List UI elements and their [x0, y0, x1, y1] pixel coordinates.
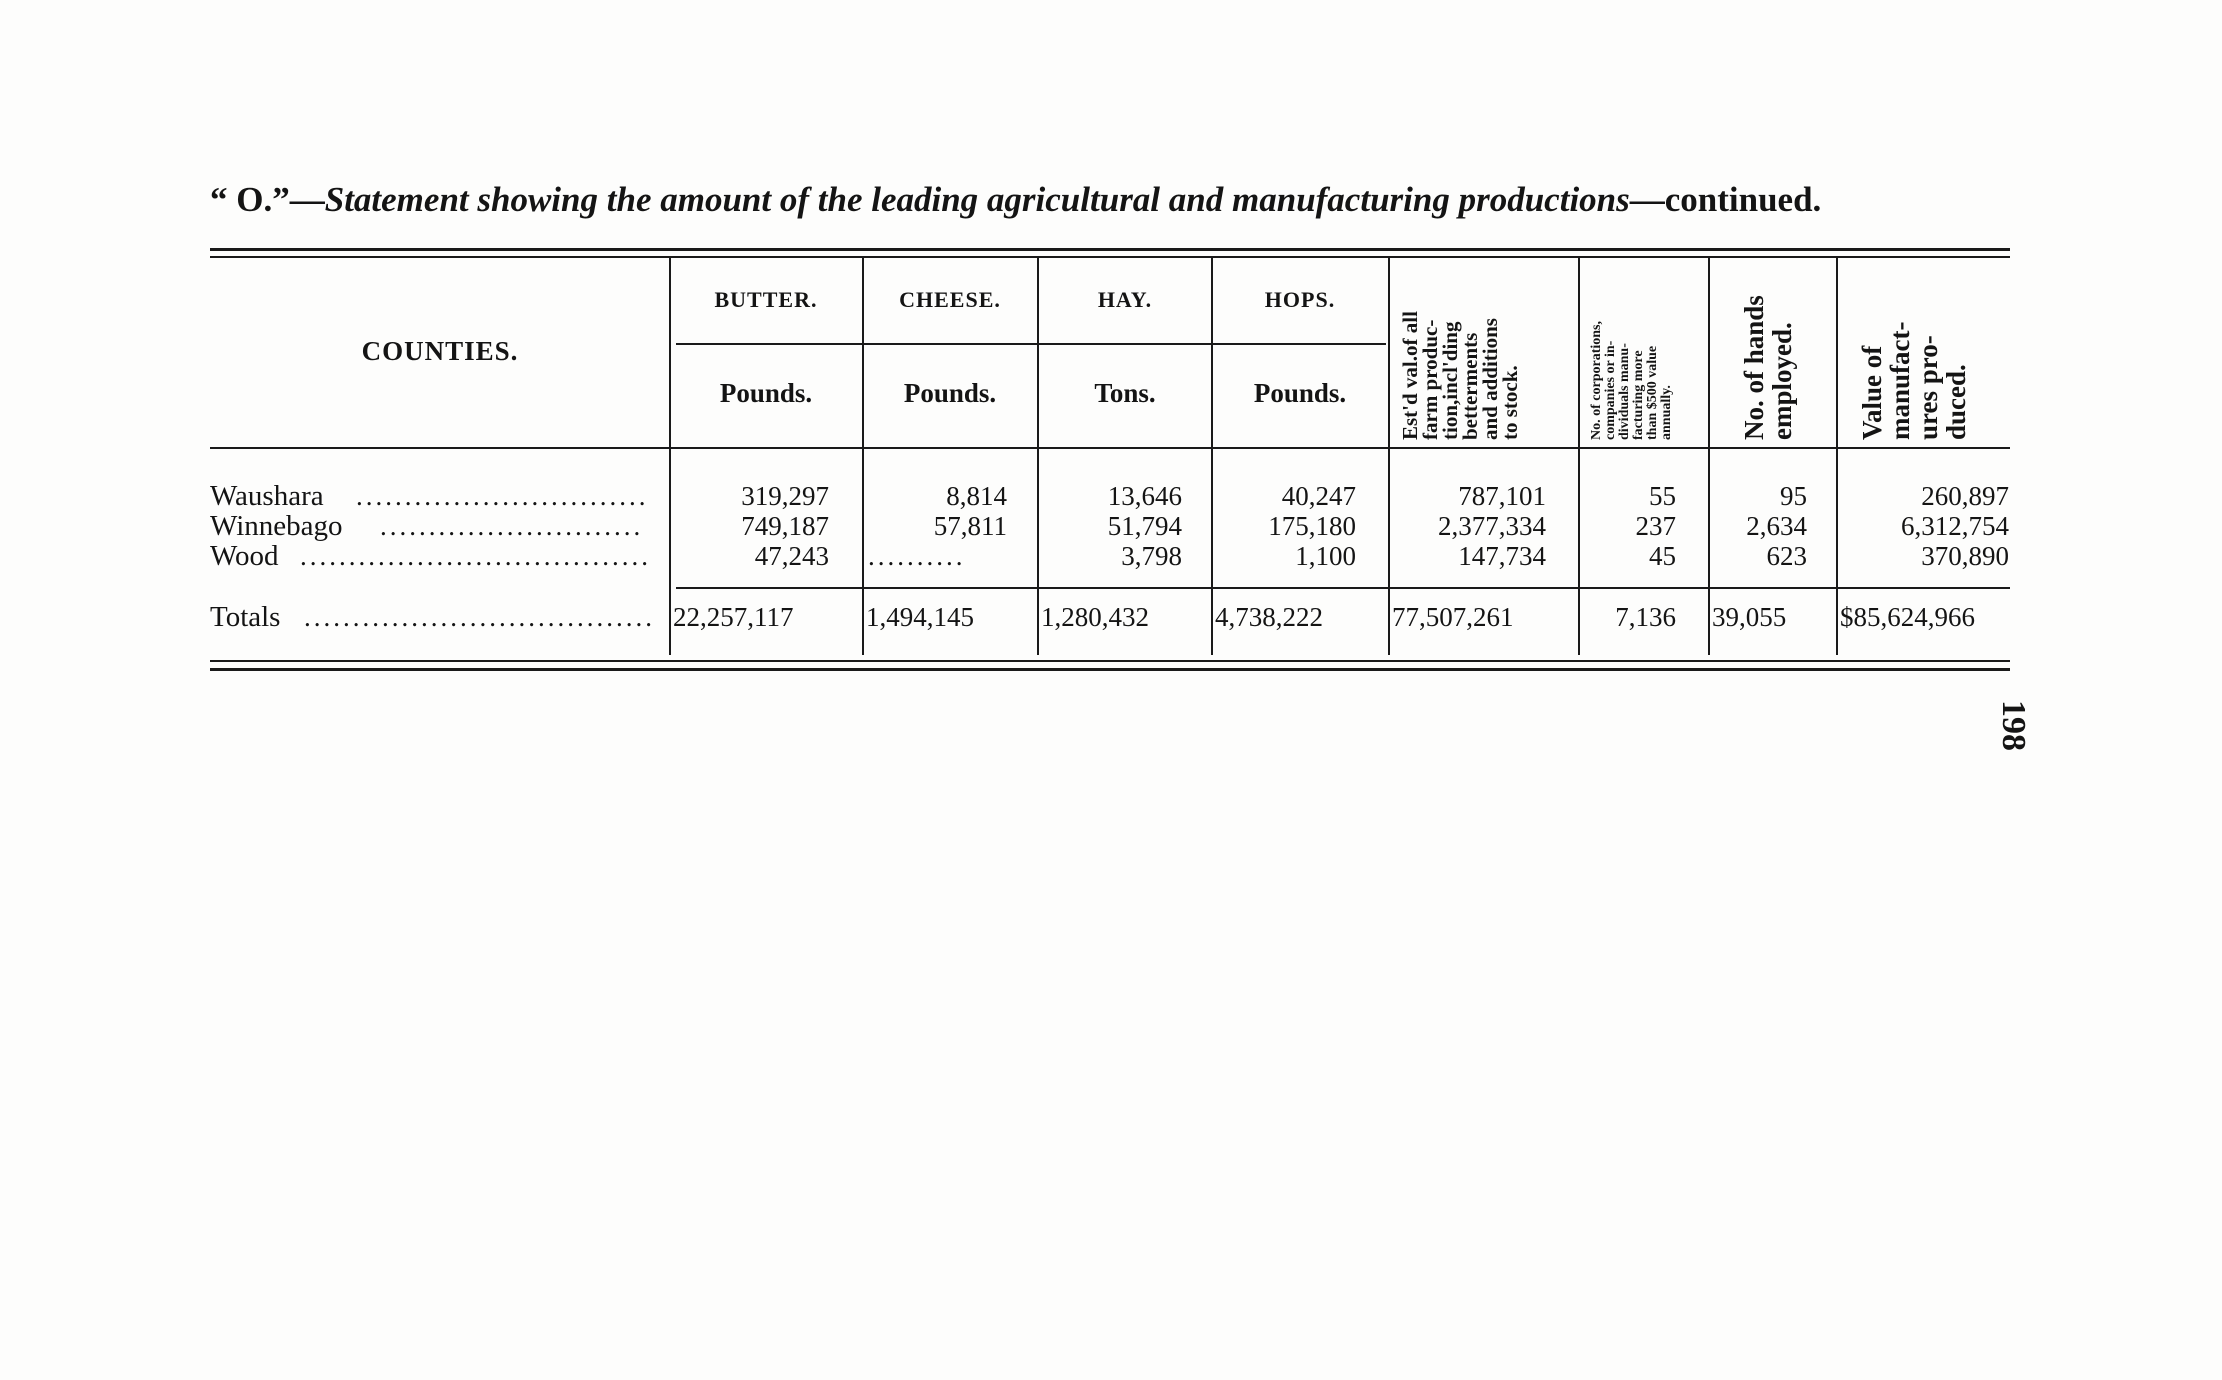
col-divider: [1836, 258, 1838, 655]
leader-dots: ..............................: [356, 481, 649, 511]
leader-dots: ...........................: [380, 511, 644, 541]
top-rule-inner: [210, 256, 2010, 258]
header-cheese-unit: Pounds.: [903, 378, 997, 408]
header-corporations: No. of corporations, companies or in- dividuals manu- facturing more than $500 value annually.: [1589, 321, 1674, 440]
col-divider: [1578, 258, 1580, 655]
title-main: Statement showing the amount of the leading agricultural and manufacturing productions: [324, 180, 1630, 219]
totals-hay: 1,280,432: [1041, 602, 1149, 632]
totals-butter: 22,257,117: [673, 602, 794, 632]
leader-dots: ....................................: [300, 541, 651, 571]
hops-value: 40,247: [1281, 481, 1356, 511]
manuf-value: 6,312,754: [1901, 511, 2009, 541]
butter-value: 47,243: [754, 541, 829, 571]
hops-value: 175,180: [1268, 511, 1356, 541]
page-number: 198: [1995, 700, 2032, 751]
totals-hops: 4,738,222: [1215, 602, 1323, 632]
header-manufactures: Value of manufact- ures pro- duced.: [1857, 321, 1971, 440]
hops-value: 1,100: [1295, 541, 1356, 571]
title-suffix: —continued.: [1629, 180, 1822, 219]
header-hay: HAY.: [1097, 287, 1153, 312]
hay-value: 51,794: [1107, 511, 1182, 541]
hands-value: 95: [1780, 481, 1807, 511]
totals-rule: [676, 587, 2010, 589]
bottom-rule-inner: [210, 660, 2010, 662]
col-divider: [1388, 258, 1390, 655]
page-title: [210, 178, 2010, 222]
col-divider: [669, 258, 671, 655]
header-butter-unit: Pounds.: [719, 378, 813, 408]
cheese-value: 57,811: [933, 511, 1007, 541]
col-divider: [1708, 258, 1710, 655]
title-lead: “ O.”—: [210, 180, 325, 219]
totals-label: Totals: [210, 601, 281, 633]
farm-value: 147,734: [1458, 541, 1546, 571]
header-cheese: CHEESE.: [899, 287, 1001, 312]
header-hay-unit: Tons.: [1094, 378, 1156, 408]
county-name: Waushara: [210, 480, 324, 512]
col-divider: [1211, 258, 1213, 655]
manuf-value: 260,897: [1921, 481, 2009, 511]
totals-cheese: 1,494,145: [866, 602, 974, 632]
header-mid-rule: [676, 343, 1386, 345]
totals-hands: 39,055: [1712, 602, 1787, 632]
corps-value: 45: [1649, 541, 1676, 571]
header-hops: HOPS.: [1264, 287, 1336, 312]
totals-corps: 7,136: [1615, 602, 1676, 632]
leader-dots: ....................................: [304, 602, 655, 632]
hay-value: 3,798: [1121, 541, 1182, 571]
corps-value: 237: [1635, 511, 1676, 541]
bottom-rule-outer: [210, 668, 2010, 671]
butter-value: 319,297: [741, 481, 829, 511]
county-name: Winnebago: [210, 510, 343, 542]
header-hands: No. of hands employed.: [1739, 295, 1797, 440]
cheese-value: ..........: [868, 541, 966, 571]
header-counties: COUNTIES.: [361, 336, 519, 366]
totals-farm: 77,507,261: [1392, 602, 1514, 632]
totals-manuf: $85,624,966: [1840, 602, 1975, 632]
butter-value: 749,187: [741, 511, 829, 541]
county-name: Wood: [210, 540, 279, 572]
col-divider: [1037, 258, 1039, 655]
corps-value: 55: [1649, 481, 1676, 511]
farm-value: 787,101: [1458, 481, 1546, 511]
cheese-value: 8,814: [946, 481, 1007, 511]
header-bottom-rule: [210, 447, 2010, 449]
hands-value: 623: [1766, 541, 1807, 571]
header-farm-value: Est'd val.of all farm produc- tion,incl'ding betterments and additions to stock.: [1398, 311, 1522, 440]
top-rule-outer: [210, 248, 2010, 251]
hands-value: 2,634: [1746, 511, 1807, 541]
farm-value: 2,377,334: [1438, 511, 1546, 541]
hay-value: 13,646: [1107, 481, 1182, 511]
col-divider: [862, 258, 864, 655]
header-hops-unit: Pounds.: [1253, 378, 1347, 408]
header-butter: BUTTER.: [714, 287, 818, 312]
manuf-value: 370,890: [1921, 541, 2009, 571]
